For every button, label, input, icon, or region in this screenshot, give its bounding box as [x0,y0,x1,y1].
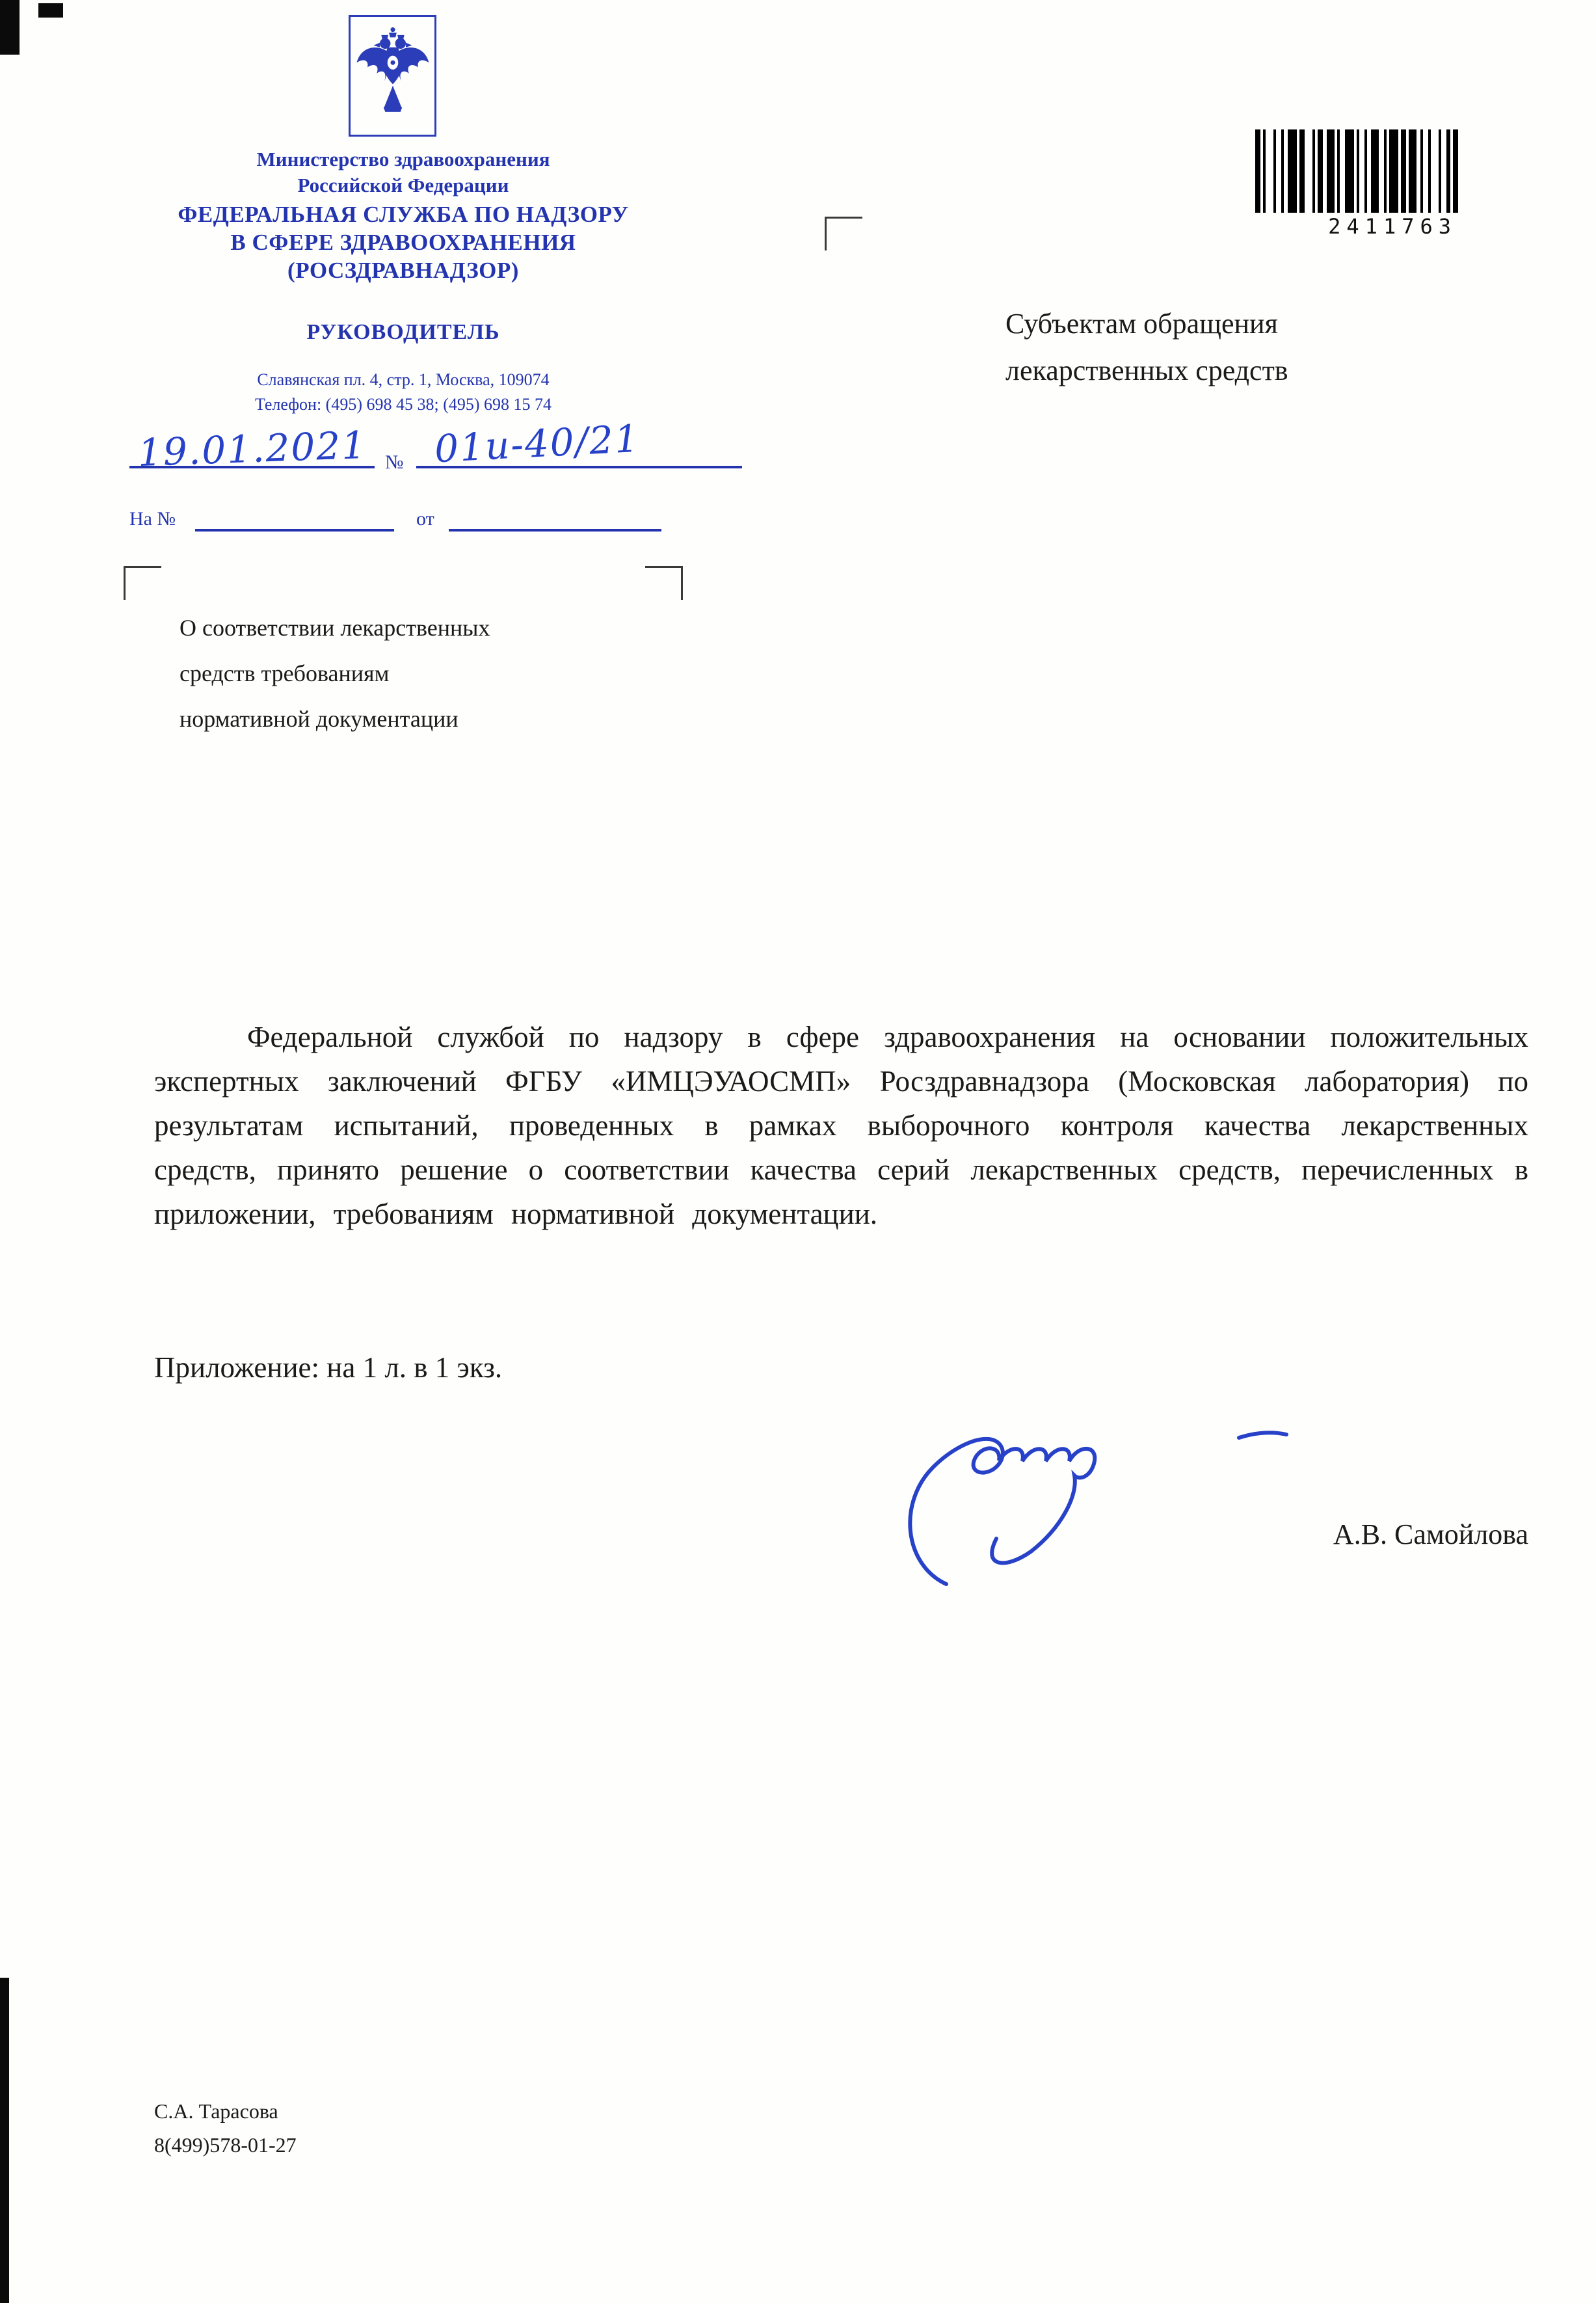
attachment-note: Приложение: на 1 л. в 1 экз. [154,1351,503,1384]
barcode-space [1431,129,1439,213]
scan-artifact-left-edge [0,1978,9,2303]
barcode-space [1266,129,1273,213]
barcode-space [1276,129,1281,213]
scan-artifact-top-left-2 [38,3,63,18]
barcode-space [1340,129,1345,213]
barcode-bar [1255,129,1260,213]
barcode-digits: 2411763 [1328,214,1457,239]
ministry-line-2: Российской Федерации [297,174,509,196]
reply-from-label: от [416,508,434,530]
handwritten-date: 19.01.2021 [137,422,368,476]
barcode-bar [1318,129,1323,213]
ministry-name [111,146,696,198]
barcode-space [1359,129,1364,213]
barcode-bar [1453,129,1458,213]
header-corner-mark-left [124,566,161,600]
body-paragraph: Федеральной службой по надзору в сфере здравоохранения на основании положительных экспертных заключений ФГБУ «ИМЦЭУАОСМП» Росздравнадзора (Московская лаборатория) по результатам испытаний, проведенных в рамках выборочного контроля качества лекарственных средств, принято решение о соответствии качества серий лекарственных средств, перечисленных в приложении, требованиям нормативной документации. [154,1021,1528,1230]
service-line-1: ФЕДЕРАЛЬНАЯ СЛУЖБА ПО НАДЗОРУ [178,202,629,227]
executor-phone: 8(499)578-01-27 [154,2133,297,2157]
number-sign-label: № [385,451,404,473]
subject-line-2: средств требованиям [180,660,390,686]
barcode-bars-icon [1255,129,1458,213]
address-line: Славянская пл. 4, стр. 1, Москва, 109074 [257,370,550,389]
barcode-bar [1371,129,1379,213]
barcode-space [1379,129,1384,213]
scan-artifact-top-left [0,0,20,55]
executor-block [154,2094,297,2162]
contact-block [111,368,696,417]
subject-block [180,605,674,742]
handwritten-number: 01и-40/21 [433,416,641,472]
reply-number-label: На № [129,508,176,530]
barcode-bar [1401,129,1406,213]
handwritten-signature-icon [884,1399,1301,1617]
addressee-corner-mark [825,217,862,250]
addressee-block [1005,301,1500,394]
barcode-bar [1389,129,1398,213]
barcode-bar [1409,129,1416,213]
coat-of-arms-eagle-icon [354,20,431,132]
service-line-3: (РОСЗДРАВНАДЗОР) [287,258,519,283]
reply-number-underline [195,529,394,532]
barcode-space [1423,129,1428,213]
barcode-bar [1345,129,1354,213]
barcode-space [1441,129,1446,213]
subject-line-3: нормативной документации [180,706,459,732]
ministry-line-1: Министерство здравоохранения [256,148,550,170]
barcode [1255,129,1458,239]
executor-name: С.А. Тарасова [154,2099,278,2123]
barcode-bar [1299,129,1305,213]
service-line-2: В СФЕРЕ ЗДРАВООХРАНЕНИЯ [230,230,576,255]
addressee-line-2: лекарственных средств [1005,355,1288,386]
barcode-bar [1288,129,1297,213]
subject-line-1: О соответствии лекарственных [180,615,490,641]
header-corner-mark-right [645,566,683,600]
phone-line: Телефон: (495) 698 45 38; (495) 698 15 74 [254,395,552,414]
reply-from-underline [449,529,661,532]
role-title: РУКОВОДИТЕЛЬ [306,320,500,344]
signer-name: А.В. Самойлова [1333,1518,1528,1550]
barcode-space [1305,129,1312,213]
addressee-line-1: Субъектам обращения [1005,308,1278,340]
emblem-frame [349,15,436,137]
service-name [98,200,709,284]
barcode-bar [1327,129,1335,213]
